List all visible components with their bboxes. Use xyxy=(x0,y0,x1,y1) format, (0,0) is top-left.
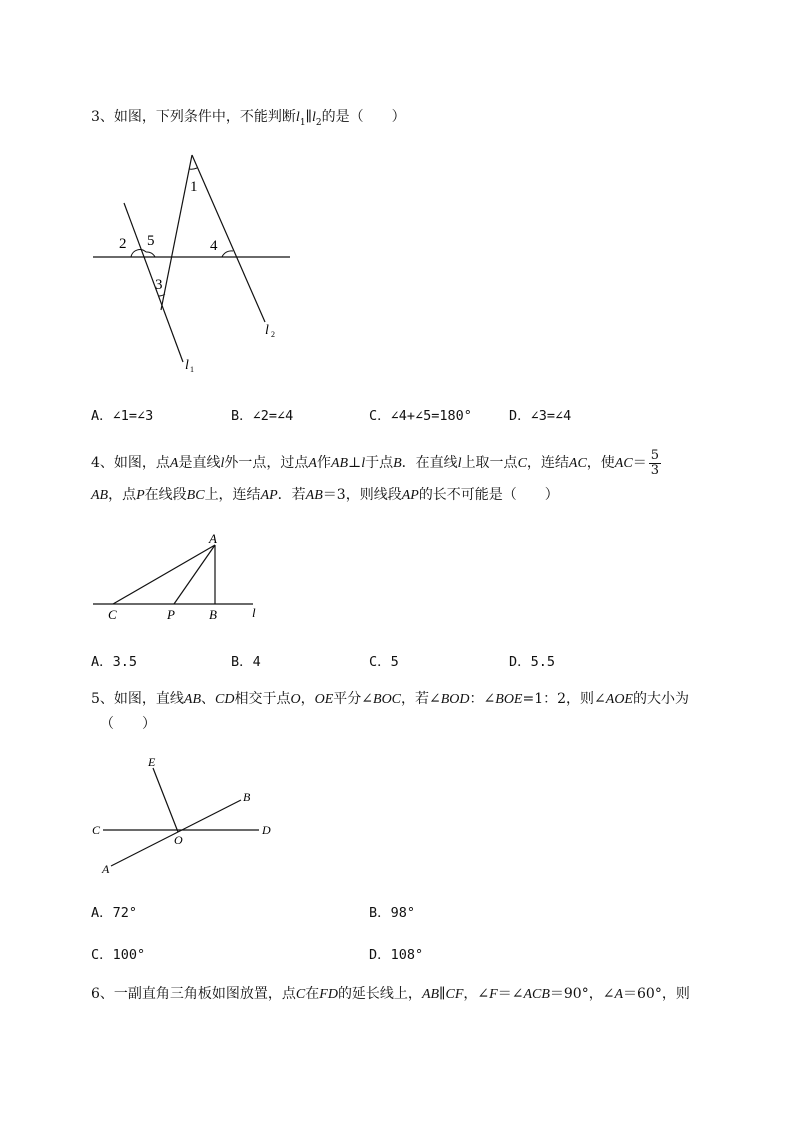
q4-option-a[interactable]: A．3.5 xyxy=(91,654,138,670)
q5-label-o: O xyxy=(174,833,183,847)
q3-label-l1-sub: 1 xyxy=(190,365,194,374)
q4-stem-line2: AB，点P在线段BC上，连结AP．若AB＝3，则线段AP的长不可能是（ ） xyxy=(91,487,559,503)
q4-label-p: P xyxy=(167,607,175,622)
q5-option-c[interactable]: C．100° xyxy=(91,947,146,963)
q3-label-l1: l xyxy=(185,358,189,373)
q4-label-c: C xyxy=(108,607,117,622)
q4-option-b[interactable]: B．4 xyxy=(231,654,261,670)
q4-option-c[interactable]: C．5 xyxy=(369,654,399,670)
q3-label-2: 2 xyxy=(119,236,127,252)
q3-option-a[interactable]: A．∠1=∠3 xyxy=(91,408,154,424)
q3-option-b[interactable]: B．∠2=∠4 xyxy=(231,408,294,424)
q4-label-a: A xyxy=(209,531,217,546)
q5-ray-oe xyxy=(153,768,178,832)
q5-option-d[interactable]: D．108° xyxy=(369,947,424,963)
q4-fraction: $\frac{5}{3}$ xyxy=(650,447,659,478)
q5-stem-line1: 5、如图，直线AB、CD相交于点O，OE平分∠BOC，若∠BOD：∠BOE=1：2，则∠AOE的大小为 xyxy=(91,691,689,707)
q3-option-c[interactable]: C．∠4+∠5=180° xyxy=(369,408,472,424)
q5-option-b[interactable]: B．98° xyxy=(369,905,416,921)
q5-label-b: B xyxy=(243,790,251,804)
q5-label-a: A xyxy=(102,862,110,876)
q5-stem-line2: （ ） xyxy=(100,716,156,732)
q3-label-3: 3 xyxy=(155,277,163,293)
q5-option-a[interactable]: A．72° xyxy=(91,905,138,921)
q4-label-b: B xyxy=(209,607,217,622)
q3-label-l2: l xyxy=(265,323,269,338)
q3-label-l2-sub: 2 xyxy=(271,330,275,339)
q6-stem: 6、一副直角三角板如图放置，点C在FD的延长线上，AB∥CF，∠F＝∠ACB＝90°，∠A＝60°，则 xyxy=(91,986,690,1002)
q4-option-d[interactable]: D．5.5 xyxy=(509,654,556,670)
q3-label-5: 5 xyxy=(147,233,155,249)
q5-label-c: C xyxy=(92,823,101,837)
q4-stem-line1: 4、如图，点A是直线l外一点，过点A作AB⊥l于点B．在直线l上取一点C，连结AC，使AC＝ $\frac{5}{3}$ xyxy=(91,447,659,478)
q3-label-1: 1 xyxy=(190,179,198,195)
q3-stem: 3、如图，下列条件中，不能判断$l_1\parallel l_2$的是（ ） xyxy=(91,109,406,128)
q3-label-4: 4 xyxy=(210,238,218,254)
q4-label-l: l xyxy=(252,605,256,620)
q3-option-d[interactable]: D．∠3=∠4 xyxy=(509,408,572,424)
q5-label-d: D xyxy=(262,823,271,837)
q5-label-e: E xyxy=(148,755,156,769)
